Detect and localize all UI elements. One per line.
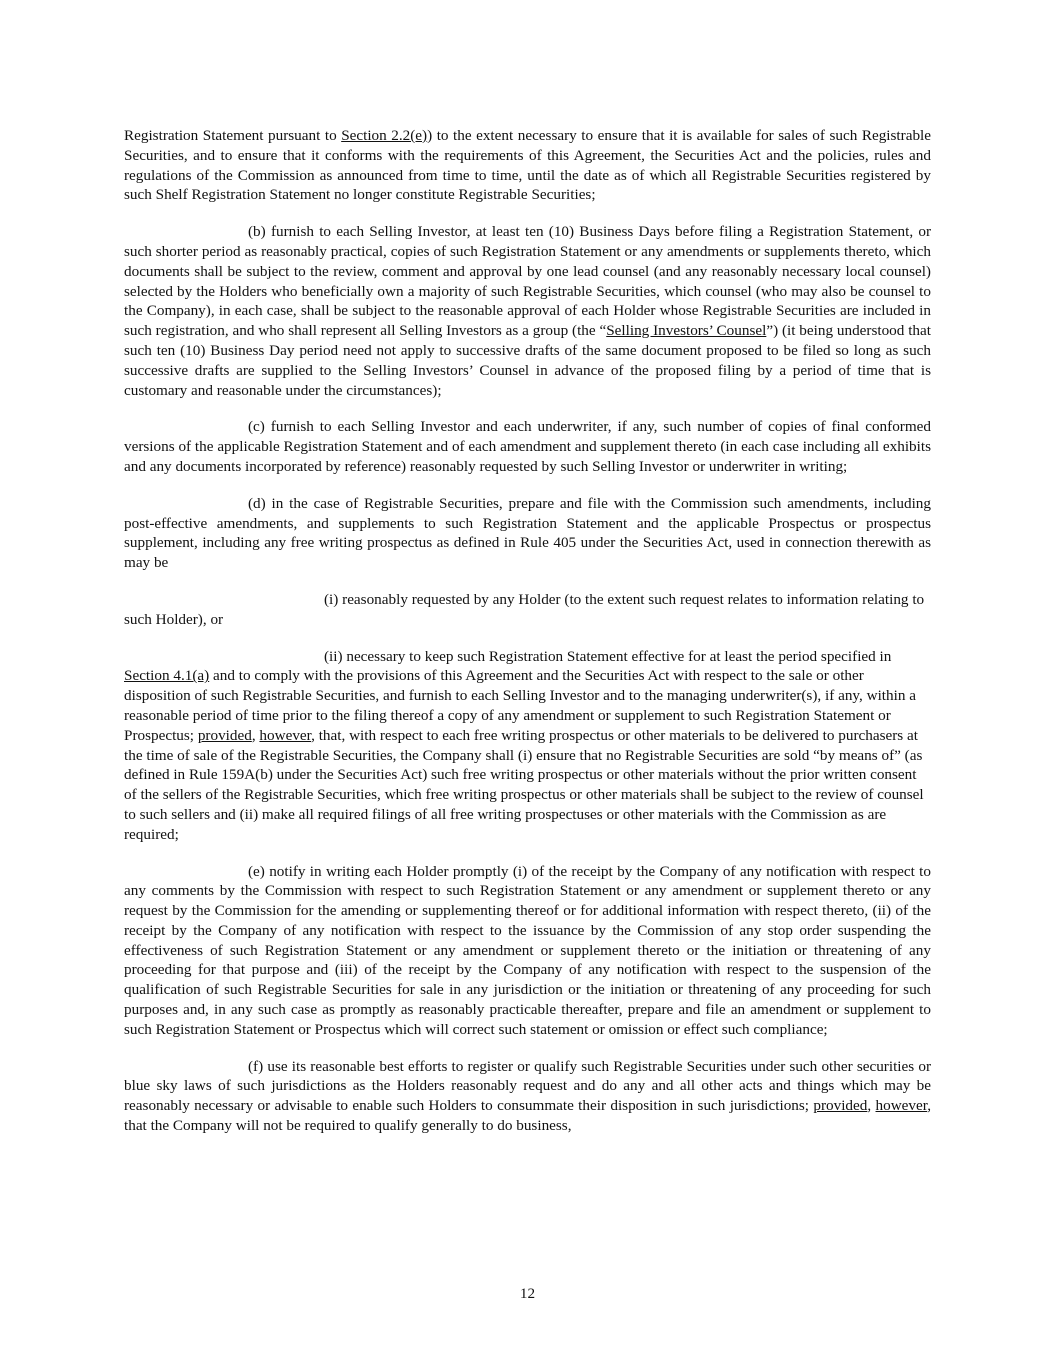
text: ”) (it being understood that such ten (10) Business Day period need not apply to successive drafts of the same document proposed to be filed so long as such successive drafts are supplied to the Selling Investors’ Counsel in advance of the proposed filing by a period of time that is customary and reasonable under the circumstances); — [124, 322, 931, 399]
text: ) to the extent necessary to ensure that it is available for sales of such Registrable Securities, and to ensure that it conforms with the requirements of this Agreement, the Securities Act and the policies, rules and regulations of the Commission as announced from time to time, until the date as of which all Registrable Securities registered by such Shelf Registration Statement no longer constitute Registrable Securities; — [124, 127, 931, 204]
text: , — [251, 726, 260, 744]
text: , — [867, 1097, 876, 1115]
defined-term: Selling Investors’ Counsel — [606, 322, 767, 340]
term-provided: provided — [197, 726, 252, 744]
text: (ii) necessary to keep such Registration Statement effective for at least the period specified in — [324, 647, 892, 665]
section-reference-link: Section 2.2(e) — [341, 127, 428, 144]
page-number: 12 — [519, 1285, 536, 1302]
text: (f) use its reasonable best efforts to register or qualify such Registrable Securities under such other securities or blue sky laws of such jurisdictions as the Holders reasonably request and do any and all other acts and things which may be reasonably necessary or advisable to enable such Holders to consummate their disposition in such jurisdictions; — [124, 1057, 931, 1115]
document-page — [124, 126, 931, 1153]
term-however: however — [875, 1097, 928, 1115]
text: and to comply with the provisions of this Agreement and the Securities Act with respect to the sale or other disposition of such Registrable Securities, and furnish to each Selling Investor and to the managing underwriter(s), if any, within a reasonable period of time prior to the filing thereof a copy of any amendment or supplement to such Registration Statement or Prospectus; — [124, 667, 916, 744]
text: , that, with respect to each free writing prospectus or other materials to be delivered to purchasers at the time of sale of the Registrable Securities, the Company shall (i) ensure that no Registrable Securities are sold “by means of” (as defined in Rule 159A(b) under the Securities Act) such free writing prospectus or other materials without the prior written consent of the sellers of the Registrable Securities, which free writing prospectus or other materials shall be subject to the review of counsel to such sellers and (ii) make all required filings of all free writing prospectuses or other materials with the Commission as are required; — [124, 726, 924, 843]
paragraph-f — [124, 1057, 931, 1136]
section-reference-link: Section 4.1(a) — [124, 667, 210, 685]
text: Registration Statement pursuant to — [124, 127, 342, 144]
paragraph-continuation — [124, 126, 931, 205]
paragraph-d: (d) in the case of Registrable Securities, prepare and file with the Commission such amendments, including post-effective amendments, and supplements to such Registration Statement and the applicable Prospectus or prospectus supplement, including any free writing prospectus as defined in Rule 405 under the Securities Act, used in connection therewith as may be — [124, 494, 931, 572]
text: , that the Company will not be required to qualify generally to do business, — [124, 1097, 931, 1135]
term-provided: provided — [813, 1097, 868, 1115]
paragraph-d-i: (i) reasonably requested by any Holder (to the extent such request relates to information relating to such Holder), or — [124, 590, 925, 628]
paragraph-e: (e) notify in writing each Holder promptly (i) of the receipt by the Company of any notification with respect to any comments by the Commission with respect to such Registration Statement or any amendment or supplement thereto or any request by the Commission for the amending or supplementing thereof or for additional information with respect thereto, (ii) of the receipt by the Company of any notification with respect to the issuance by the Commission of any stop order suspending the effectiveness of such Registration Statement or any amendment or supplement thereto or the initiation or threatening of any proceeding for that purpose and (iii) of the receipt by the Company of any notification with respect to the suspension of the qualification of such Registrable Securities for sale in any jurisdiction or the initiation or threatening of any proceeding for such purposes and, in any such case as promptly as reasonably practicable thereafter, prepare and file an amendment or supplement to such Registration Statement or Prospectus which will correct such statement or omission or effect such compliance; — [124, 862, 931, 1038]
text: (b) furnish to each Selling Investor, at least ten (10) Business Days before filing a Registration Statement, or such shorter period as reasonably practical, copies of such Registration Statement or any amendments or supplements thereto, which documents shall be subject to the review, comment and approval by one lead counsel (and any reasonably necessary local counsel) selected by the Holders who beneficially own a majority of such Registrable Securities, which counsel (who may also be counsel to the Company), in each case, shall be subject to the reasonable approval of each Holder whose Registrable Securities are included in such registration, and who shall represent all Selling Investors as a group (the “ — [124, 223, 931, 340]
paragraph-c: (c) furnish to each Selling Investor and each underwriter, if any, such number of copies of final conformed versions of the applicable Registration Statement and of each amendment and supplement thereto (in each case including all exhibits and any documents incorporated by reference) reasonably requested by such Selling Investor or underwriter in writing; — [124, 418, 931, 475]
paragraph-d-ii — [124, 647, 931, 845]
term-however: however — [259, 726, 312, 744]
paragraph-b — [124, 222, 931, 400]
